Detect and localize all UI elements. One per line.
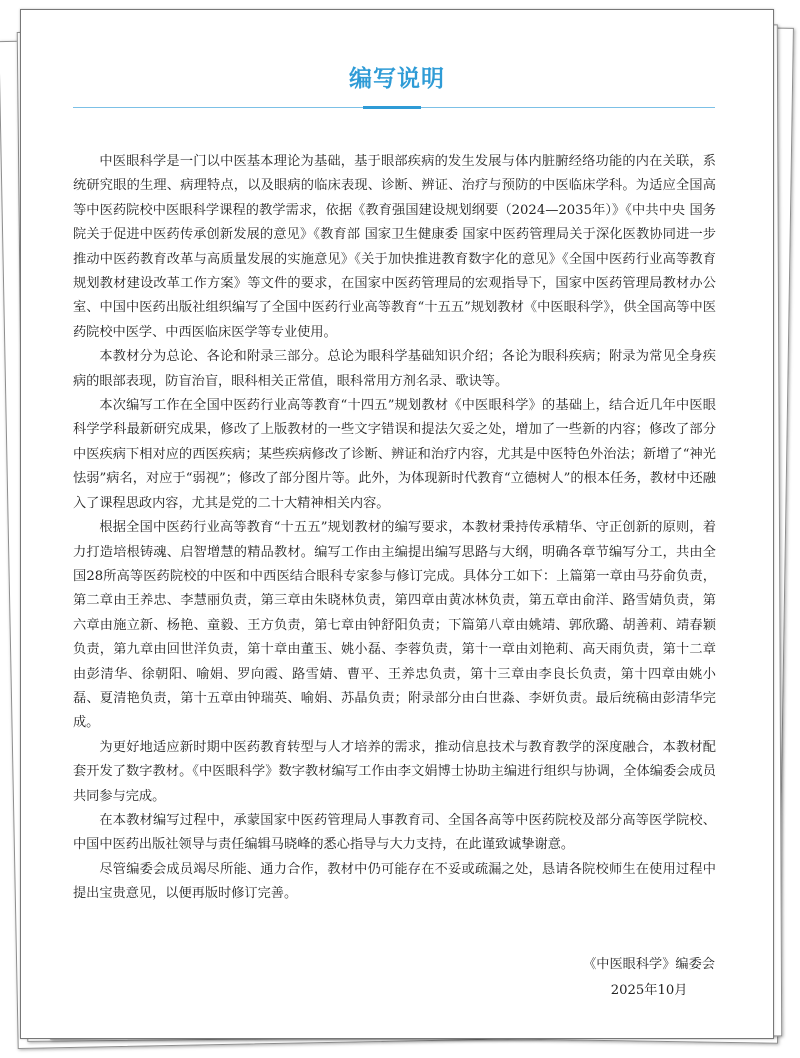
document-page	[20, 9, 774, 1039]
body-text	[73, 150, 716, 907]
paragraph-revisions: 本次编写工作在全国中医药行业高等教育“十四五”规划教材《中医眼科学》的基础上，结合近几年中医眼科学学科最新研究成果，修改了上版教材的一些文字错误和提法欠妥之处，增加了一些新的内容；修改了部分中医疾病下相对应的西医疾病；某些疾病修改了诊断、辨证和治疗内容，尤其是中医特色外治法；新增了“神光怯弱”病名，对应于“弱视”；修改了部分图片等。此外，为体现新时代教育“立德树人”的根本任务，教材中还融入了课程思政内容，尤其是党的二十大精神相关内容。	[73, 398, 716, 511]
paragraph-digital-edition: 为更好地适应新时期中医药教育转型与人才培养的需求，推动信息技术与教育教学的深度融合，本教材配套开发了数字教材。《中医眼科学》数字教材编写工作由李文娟博士协助主编进行组织与协调，全体编委会成员共同参与完成。	[73, 739, 716, 804]
paragraph-acknowledgements: 在本教材编写过程中，承蒙国家中医药管理局人事教育司、全国各高等中医药院校及部分高等医学院校、中国中医药出版社领导与责任编辑马晓峰的悉心指导与大力支持，在此谨致诚挚谢意。	[73, 812, 716, 853]
signature-committee: 《中医眼科学》编委会	[583, 957, 715, 972]
paragraph-authors: 根据全国中医药行业高等教育“十五五”规划教材的编写要求，本教材秉持传承精华、守正创新的原则，着力打造培根铸魂、启智增慧的精品教材。编写工作由主编提出编写思路与大纲，明确各章节编写分工，共由全国28所高等医药院校的中医和中西医结合眼科专家参与修订完成。具体分工如下：上篇第一章由马芬俞负责，第二章由王养忠、李慧丽负责，第三章由朱晓林负责，第四章由黄冰林负责，第五章由俞洋、路雪婧负责，第六章由施立新、杨艳、童毅、王方负责，第七章由钟舒阳负责；下篇第八章由姚靖、郭欣璐、胡善莉、靖春颖负责，第九章由回世洋负责，第十章由董玉、姚小磊、李蓉负责，第十一章由刘艳莉、高天雨负责，第十二章由彭清华、徐朝阳、喻娟、罗向霞、路雪婧、曹平、王养忠负责，第十三章由李良长负责，第十四章由姚小磊、夏清艳负责，第十五章由钟瑞英、喻娟、苏晶负责；附录部分由白世淼、李妍负责。最后统稿由彭清华完成。	[73, 520, 716, 731]
paragraph-closing: 尽管编委会成员竭尽所能、通力合作，教材中仍可能存在不妥或疏漏之处，恳请各院校师生在使用过程中提出宝贵意见，以便再版时修订完善。	[73, 861, 716, 902]
signature-block	[583, 952, 715, 1004]
page-title: 编写说明	[349, 66, 445, 92]
title-divider-accent	[363, 106, 421, 109]
paragraph-introduction: 中医眼科学是一门以中医基本理论为基础，基于眼部疾病的发生发展与体内脏腑经络功能的内在关联，系统研究眼的生理、病理特点，以及眼病的临床表现、诊断、辨证、治疗与预防的中医临床学科。为适应全国高等中医药院校中医眼科学课程的教学需求，依据《教育强国建设规划纲要（2024—2035年）》《中共中央 国务院关于促进中医药传承创新发展的意见》《教育部 国家卫生健康委 国家中医药管理局关于深化医教协同进一步推动中医药教育改革与高质量发展的实施意见》《关于加快推进教育数字化的意见》《全国中医药行业高等教育规划教材建设改革工作方案》等文件的要求，在国家中医药管理局的宏观指导下，国家中医药管理局教材办公室、中国中医药出版社组织编写了全国中医药行业高等教育“十五五”规划教材《中医眼科学》，供全国高等中医药院校中医学、中西医临床医学等专业使用。	[73, 154, 716, 340]
signature-date: 2025年10月	[610, 983, 688, 998]
paragraph-structure: 本教材分为总论、各论和附录三部分。总论为眼科学基础知识介绍；各论为眼科疾病；附录为常见全身疾病的眼部表现，防盲治盲，眼科相关正常值，眼科常用方剂名录、歌诀等。	[73, 349, 716, 389]
